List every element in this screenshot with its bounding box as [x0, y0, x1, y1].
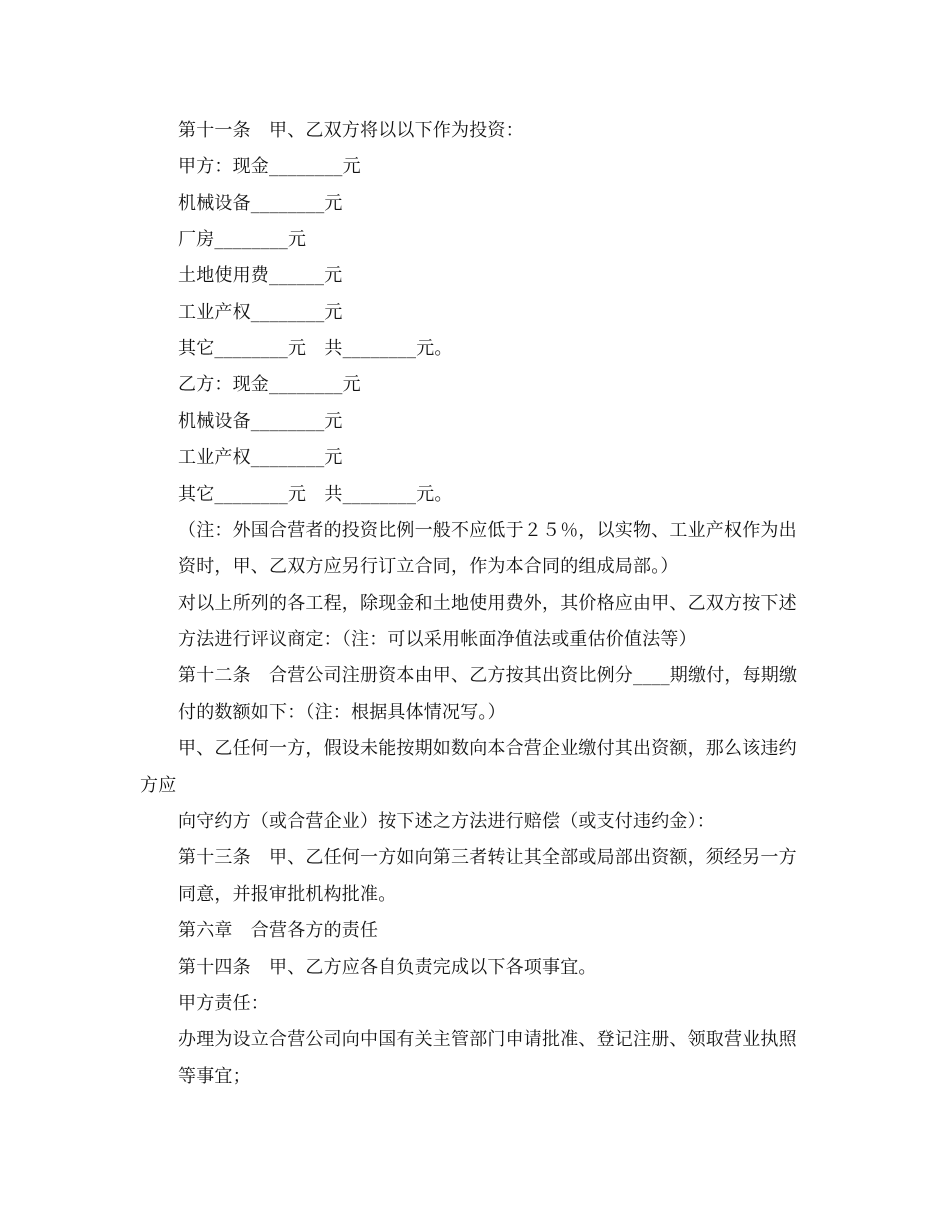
article-11-heading: 第十一条 甲、乙双方将以以下作为投资：: [178, 120, 524, 141]
party-a-responsibilities-heading: 甲方责任：: [178, 993, 269, 1014]
default-paragraph-wrap: 方应: [140, 775, 177, 796]
party-a-industrial-property: 工业产权________元: [178, 302, 343, 323]
note-investment-ratio: （注：外国合营者的投资比例一般不应低于２５％，以实物、工业产权作为出: [178, 520, 797, 541]
party-a-machinery: 机械设备________元: [178, 193, 343, 214]
default-paragraph-cont: 向守约方（或合营企业）按下述之方法进行赔偿（或支付违约金）：: [178, 811, 715, 832]
article-13: 第十三条 甲、乙任何一方如向第三者转让其全部或局部出资额，须经另一方: [178, 847, 797, 868]
party-a-other-total: 其它________元 共________元。: [178, 338, 453, 359]
party-a-cash: 甲方：现金________元: [178, 156, 361, 177]
chapter-6-heading: 第六章 合营各方的责任: [178, 920, 379, 941]
party-b-industrial-property: 工业产权________元: [178, 447, 343, 468]
party-b-other-total: 其它________元 共________元。: [178, 484, 453, 505]
party-b-machinery: 机械设备________元: [178, 411, 343, 432]
party-a-factory: 厂房________元: [178, 229, 307, 250]
article-12: 第十二条 合营公司注册资本由甲、乙方按其出资比例分____期缴付，每期缴: [178, 665, 798, 686]
default-paragraph: 甲、乙任何一方，假设未能按期如数向本合营企业缴付其出资额，那么该违约: [178, 738, 797, 759]
party-a-responsibility-item: 办理为设立合营公司向中国有关主管部门申请批准、登记注册、领取营业执照: [178, 1029, 797, 1050]
valuation-paragraph-cont: 方法进行评议商定：（注：可以采用帐面净值法或重估价值法等）: [178, 629, 697, 650]
article-13-cont: 同意，并报审批机构批准。: [178, 884, 397, 905]
party-a-responsibility-item-cont: 等事宜；: [178, 1066, 251, 1087]
party-a-land-use-fee: 土地使用费______元: [178, 265, 343, 286]
article-12-cont: 付的数额如下：（注：根据具体情况写。）: [178, 702, 506, 723]
note-investment-ratio-cont: 资时，甲、乙双方应另行订立合同，作为本合同的组成局部。）: [178, 556, 679, 577]
valuation-paragraph: 对以上所列的各工程，除现金和土地使用费外，其价格应由甲、乙双方按下述: [178, 593, 797, 614]
article-14: 第十四条 甲、乙方应各自负责完成以下各项事宜。: [178, 957, 597, 978]
party-b-cash: 乙方：现金________元: [178, 374, 361, 395]
